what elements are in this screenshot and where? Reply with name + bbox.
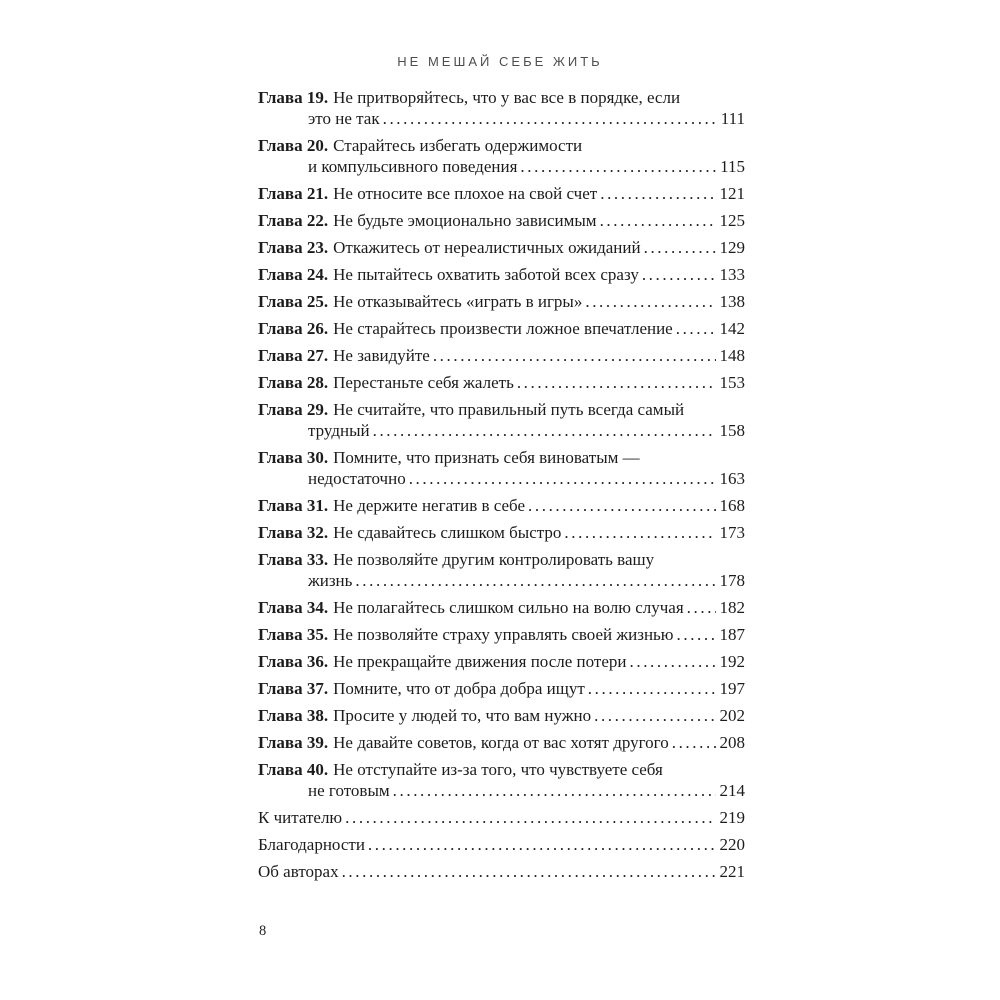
- chapter-title: Не сдавайтесь слишком быстро: [333, 523, 562, 542]
- back-matter-entry: [258, 861, 745, 882]
- chapter-label: Глава 21.: [258, 184, 329, 203]
- dot-leader: [600, 183, 715, 204]
- dot-leader: [630, 651, 716, 672]
- chapter-label: Глава 38.: [258, 706, 329, 725]
- chapter-title: Не относите все плохое на свой счет: [333, 184, 598, 203]
- dot-leader: [373, 420, 716, 441]
- toc-line: [258, 345, 745, 366]
- page-number: 125: [719, 211, 745, 230]
- toc-entry: [258, 678, 745, 699]
- toc-entry: [258, 597, 745, 618]
- chapter-label: Глава 29.: [258, 400, 329, 419]
- chapter-label: Глава 20.: [258, 136, 329, 155]
- dot-leader: [644, 237, 716, 258]
- chapter-title: трудный: [308, 421, 370, 440]
- page-number: 178: [719, 571, 745, 590]
- chapter-title: Не полагайтесь слишком сильно на волю случая: [333, 598, 684, 617]
- chapter-title: Не завидуйте: [333, 346, 430, 365]
- toc-entry: [258, 183, 745, 204]
- chapter-label: Глава 35.: [258, 625, 329, 644]
- chapter-label: Глава 33.: [258, 550, 329, 569]
- chapter-title: Не притворяйтесь, что у вас все в порядке, если: [333, 88, 681, 107]
- chapter-title: Просите у людей то, что вам нужно: [333, 706, 592, 725]
- page-number: 129: [719, 238, 745, 257]
- toc-entry: [258, 135, 745, 177]
- chapter-title: Перестаньте себя жалеть: [333, 373, 514, 392]
- dot-leader: [368, 834, 716, 855]
- toc-line: [258, 447, 745, 468]
- toc-back-matter-list: [258, 807, 745, 882]
- toc-line: [258, 318, 745, 339]
- dot-leader: [677, 624, 716, 645]
- chapter-label: Глава 19.: [258, 88, 329, 107]
- dot-leader: [588, 678, 716, 699]
- chapter-label: Глава 40.: [258, 760, 329, 779]
- toc-line: [258, 237, 745, 258]
- toc-entry: [258, 237, 745, 258]
- dot-leader: [600, 210, 716, 231]
- toc-line: [258, 87, 745, 108]
- chapter-label: Глава 31.: [258, 496, 329, 515]
- back-matter-title: К читателю: [258, 808, 343, 827]
- dot-leader: [393, 780, 716, 801]
- running-head: НЕ МЕШАЙ СЕБЕ ЖИТЬ: [397, 54, 603, 69]
- toc-line: [258, 135, 745, 156]
- toc-line: [258, 651, 745, 672]
- dot-leader: [517, 372, 716, 393]
- toc-entry: [258, 624, 745, 645]
- toc-entry: [258, 345, 745, 366]
- toc-entry: [258, 705, 745, 726]
- chapter-label: Глава 34.: [258, 598, 329, 617]
- toc-entry: [258, 210, 745, 231]
- chapter-title: Помните, что от добра добра ищут: [333, 679, 585, 698]
- dot-leader: [433, 345, 716, 366]
- toc-line: [258, 780, 745, 801]
- chapter-title: Откажитесь от нереалистичных ожиданий: [333, 238, 641, 257]
- dot-leader: [676, 318, 716, 339]
- page-number: 153: [719, 373, 745, 392]
- back-matter-title: Об авторах: [258, 862, 339, 881]
- toc-entry: [258, 549, 745, 591]
- chapter-title: Не позволяйте страху управлять своей жизнью: [333, 625, 674, 644]
- toc-line: [258, 549, 745, 570]
- table-of-contents: [258, 87, 745, 888]
- chapter-title: Не прекращайте движения после потери: [333, 652, 627, 671]
- dot-leader: [594, 705, 715, 726]
- chapter-title: недостаточно: [308, 469, 406, 488]
- page-number: 142: [719, 319, 745, 338]
- chapter-label: Глава 23.: [258, 238, 329, 257]
- chapter-title: Не будьте эмоционально зависимым: [333, 211, 597, 230]
- toc-line: [258, 108, 745, 129]
- toc-line: [258, 807, 745, 828]
- chapter-title: Помните, что признать себя виноватым —: [333, 448, 640, 467]
- dot-leader: [585, 291, 715, 312]
- chapter-title: Старайтесь избегать одержимости: [333, 136, 583, 155]
- toc-line: [258, 399, 745, 420]
- chapter-title: Не пытайтесь охватить заботой всех сразу: [333, 265, 639, 284]
- toc-entry: [258, 447, 745, 489]
- page-number: 168: [719, 496, 745, 515]
- dot-leader: [672, 732, 716, 753]
- page-number: 133: [719, 265, 745, 284]
- toc-line: [258, 834, 745, 855]
- toc-entry: [258, 291, 745, 312]
- page-number: 197: [719, 679, 745, 698]
- back-matter-title: Благодарности: [258, 835, 365, 854]
- toc-line: [258, 156, 745, 177]
- toc-entry: [258, 87, 745, 129]
- page-number: 158: [719, 421, 745, 440]
- chapter-title: Не отступайте из-за того, что чувствуете себя: [333, 760, 663, 779]
- toc-line: [258, 291, 745, 312]
- page-number: 182: [719, 598, 745, 617]
- chapter-label: Глава 26.: [258, 319, 329, 338]
- toc-line: [258, 264, 745, 285]
- toc-entry: [258, 264, 745, 285]
- toc-entry: [258, 732, 745, 753]
- toc-entry: [258, 495, 745, 516]
- chapter-title: Не держите негатив в себе: [333, 496, 526, 515]
- chapter-label: Глава 36.: [258, 652, 329, 671]
- chapter-label: Глава 25.: [258, 292, 329, 311]
- page-folio: 8: [259, 923, 267, 939]
- toc-entry: [258, 651, 745, 672]
- dot-leader: [528, 495, 715, 516]
- chapter-title: не готовым: [308, 781, 390, 800]
- toc-line: [258, 705, 745, 726]
- page-number: 115: [720, 157, 745, 176]
- toc-line: [258, 759, 745, 780]
- chapter-label: Глава 39.: [258, 733, 329, 752]
- dot-leader: [642, 264, 716, 285]
- toc-line: [258, 468, 745, 489]
- dot-leader: [383, 108, 717, 129]
- dot-leader: [520, 156, 716, 177]
- toc-entry: [258, 318, 745, 339]
- chapter-title: Не давайте советов, когда от вас хотят другого: [333, 733, 669, 752]
- toc-line: [258, 597, 745, 618]
- chapter-title: Не старайтесь произвести ложное впечатление: [333, 319, 673, 338]
- toc-line: [258, 624, 745, 645]
- toc-line: [258, 495, 745, 516]
- chapter-label: Глава 37.: [258, 679, 329, 698]
- chapter-title: и компульсивного поведения: [308, 157, 518, 176]
- page-number: 202: [719, 706, 745, 725]
- chapter-title: жизнь: [308, 571, 353, 590]
- chapter-label: Глава 22.: [258, 211, 329, 230]
- page-number: 221: [719, 862, 745, 881]
- dot-leader: [564, 522, 715, 543]
- chapter-title: это не так: [308, 109, 380, 128]
- dot-leader: [342, 861, 716, 882]
- page-number: 192: [719, 652, 745, 671]
- chapter-label: Глава 30.: [258, 448, 329, 467]
- page-number: 121: [719, 184, 745, 203]
- chapter-label: Глава 28.: [258, 373, 329, 392]
- chapter-label: Глава 24.: [258, 265, 329, 284]
- chapter-title: Не считайте, что правильный путь всегда самый: [333, 400, 685, 419]
- dot-leader: [355, 570, 715, 591]
- chapter-title: Не отказывайтесь «играть в игры»: [333, 292, 583, 311]
- toc-line: [258, 210, 745, 231]
- page-number: 208: [719, 733, 745, 752]
- page-number: 214: [719, 781, 745, 800]
- page-number: 111: [720, 109, 745, 128]
- page-number: 187: [719, 625, 745, 644]
- toc-line: [258, 420, 745, 441]
- chapter-title: Не позволяйте другим контролировать вашу: [333, 550, 655, 569]
- toc-line: [258, 522, 745, 543]
- toc-line: [258, 732, 745, 753]
- toc-line: [258, 861, 745, 882]
- toc-line: [258, 372, 745, 393]
- chapter-label: Глава 27.: [258, 346, 329, 365]
- toc-entry: [258, 372, 745, 393]
- dot-leader: [409, 468, 716, 489]
- toc-entry: [258, 759, 745, 801]
- toc-entry: [258, 399, 745, 441]
- page-number: 173: [719, 523, 745, 542]
- back-matter-entry: [258, 834, 745, 855]
- page-number: 138: [719, 292, 745, 311]
- toc-entry: [258, 522, 745, 543]
- page-number: 148: [719, 346, 745, 365]
- dot-leader: [687, 597, 716, 618]
- toc-line: [258, 570, 745, 591]
- page-number: 220: [719, 835, 745, 854]
- toc-chapter-list: [258, 87, 745, 801]
- page-number: 163: [719, 469, 745, 488]
- toc-line: [258, 678, 745, 699]
- dot-leader: [345, 807, 715, 828]
- toc-line: [258, 183, 745, 204]
- page-number: 219: [719, 808, 745, 827]
- back-matter-entry: [258, 807, 745, 828]
- chapter-label: Глава 32.: [258, 523, 329, 542]
